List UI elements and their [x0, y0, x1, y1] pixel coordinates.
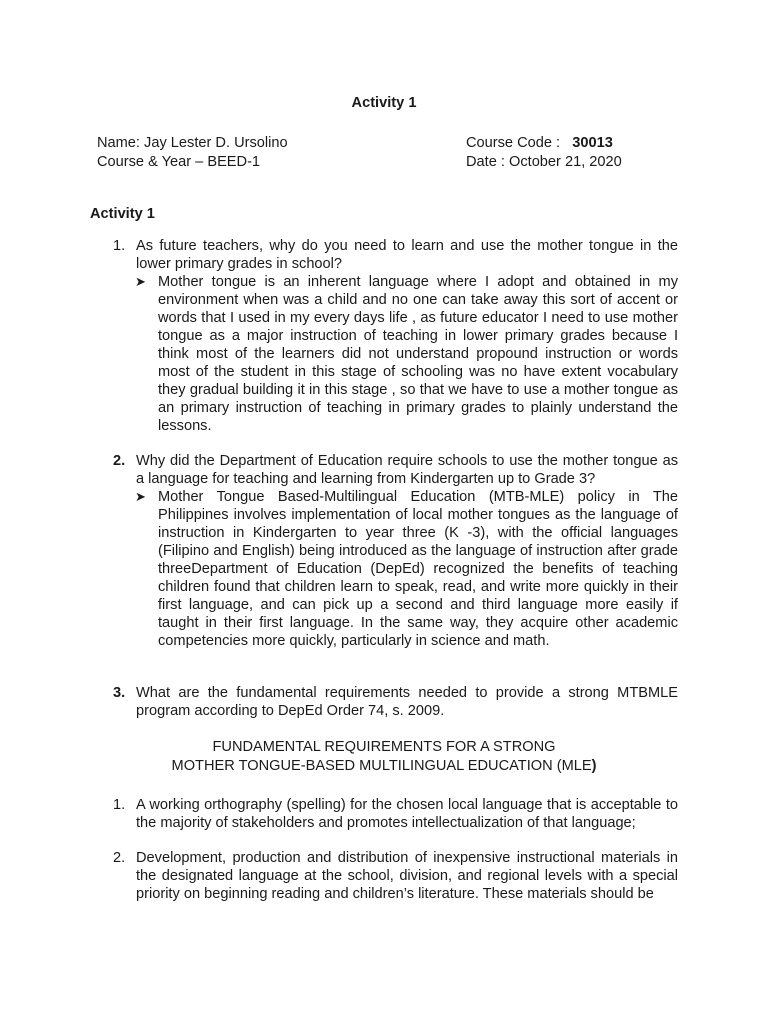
requirement-item — [113, 796, 678, 832]
question-2-block — [113, 452, 678, 650]
requirements-heading-line-2 — [0, 757, 768, 776]
answer-item — [135, 488, 678, 650]
question-1-block — [113, 237, 678, 435]
course-year: Course & Year – BEED-1 — [97, 154, 261, 170]
arrowhead-bullet-icon: ➤ — [135, 274, 146, 289]
question-number: 1. — [113, 238, 126, 254]
answer-text: Mother tongue is an inherent language where I adopt and obtained in my environment when was a child and no one can take away this sort of accent or words that I used in my every days life , as future educator I need to use mother tongue as a major instruction of teaching in lower primary grades because I think most of the learners did not understand propound instruction or words most of the student in this stage of schooling was no have extent vocabulary they gradual building it in this stage , so that we have to use a mother tongue as an primary instruction of teaching in primary grades to plainly understand the lessons. — [158, 274, 678, 434]
question-3-block — [113, 684, 678, 720]
question-item — [113, 452, 678, 488]
info-row-1 — [97, 134, 697, 152]
requirements-list — [113, 796, 678, 903]
answer-item — [135, 273, 678, 435]
requirement-number: 2. — [113, 850, 126, 866]
requirement-text: A working orthography (spelling) for the chosen local language that is acceptable to the majority of stakeholders and promotes intellectualization of that language; — [136, 797, 678, 831]
student-info — [97, 134, 697, 174]
requirements-heading-line-2-text: MOTHER TONGUE-BASED MULTILINGUAL EDUCATION (MLE — [171, 758, 592, 774]
question-text: What are the fundamental requirements needed to provide a strong MTBMLE program according to DepEd Order 74, s. 2009. — [136, 685, 678, 719]
info-row-2 — [97, 153, 697, 171]
question-text: As future teachers, why do you need to learn and use the mother tongue in the lower primary grades in school? — [136, 238, 678, 272]
section-heading: Activity 1 — [90, 206, 155, 222]
date: Date : October 21, 2020 — [466, 154, 622, 170]
question-item — [113, 237, 678, 273]
course-code-value: 30013 — [572, 135, 613, 151]
course-code-label: Course Code : — [466, 135, 561, 151]
course-code — [466, 134, 613, 152]
requirements-heading-line-1: FUNDAMENTAL REQUIREMENTS FOR A STRONG — [212, 739, 556, 755]
student-name: Name: Jay Lester D. Ursolino — [97, 135, 288, 151]
question-item — [113, 684, 678, 720]
question-number: 3. — [113, 685, 126, 701]
question-text: Why did the Department of Education require schools to use the mother tongue as a language for teaching and learning from Kindergarten up to Grade 3? — [136, 453, 678, 487]
requirement-text: Development, production and distribution of inexpensive instructional materials in the designated language at the school, division, and regional levels with a special priority on beginning reading and children’s literature. These materials should be — [136, 850, 678, 902]
arrowhead-bullet-icon: ➤ — [135, 489, 146, 504]
question-number: 2. — [113, 453, 126, 469]
requirements-heading-paren: ) — [591, 758, 597, 774]
document-title: Activity 1 — [351, 95, 417, 111]
requirement-item — [113, 849, 678, 903]
answer-text: Mother Tongue Based-Multilingual Education (MTB-MLE) policy in The Philippines involves implementation of local mother tongues as the language of instruction in Kindergarten to year three (K -3), with the official languages (Filipino and English) being introduced as the language of instruction after grade threeDepartment of Education (DepEd) recognized the benefits of teaching children found that children learn to speak, read, and write more quickly in their first language, and can pick up a second and third language more easily if taught in their first language. In the same way, they acquire other academic competencies more quickly, particularly in science and math. — [158, 489, 678, 649]
requirement-number: 1. — [113, 797, 126, 813]
requirements-heading — [0, 738, 768, 776]
